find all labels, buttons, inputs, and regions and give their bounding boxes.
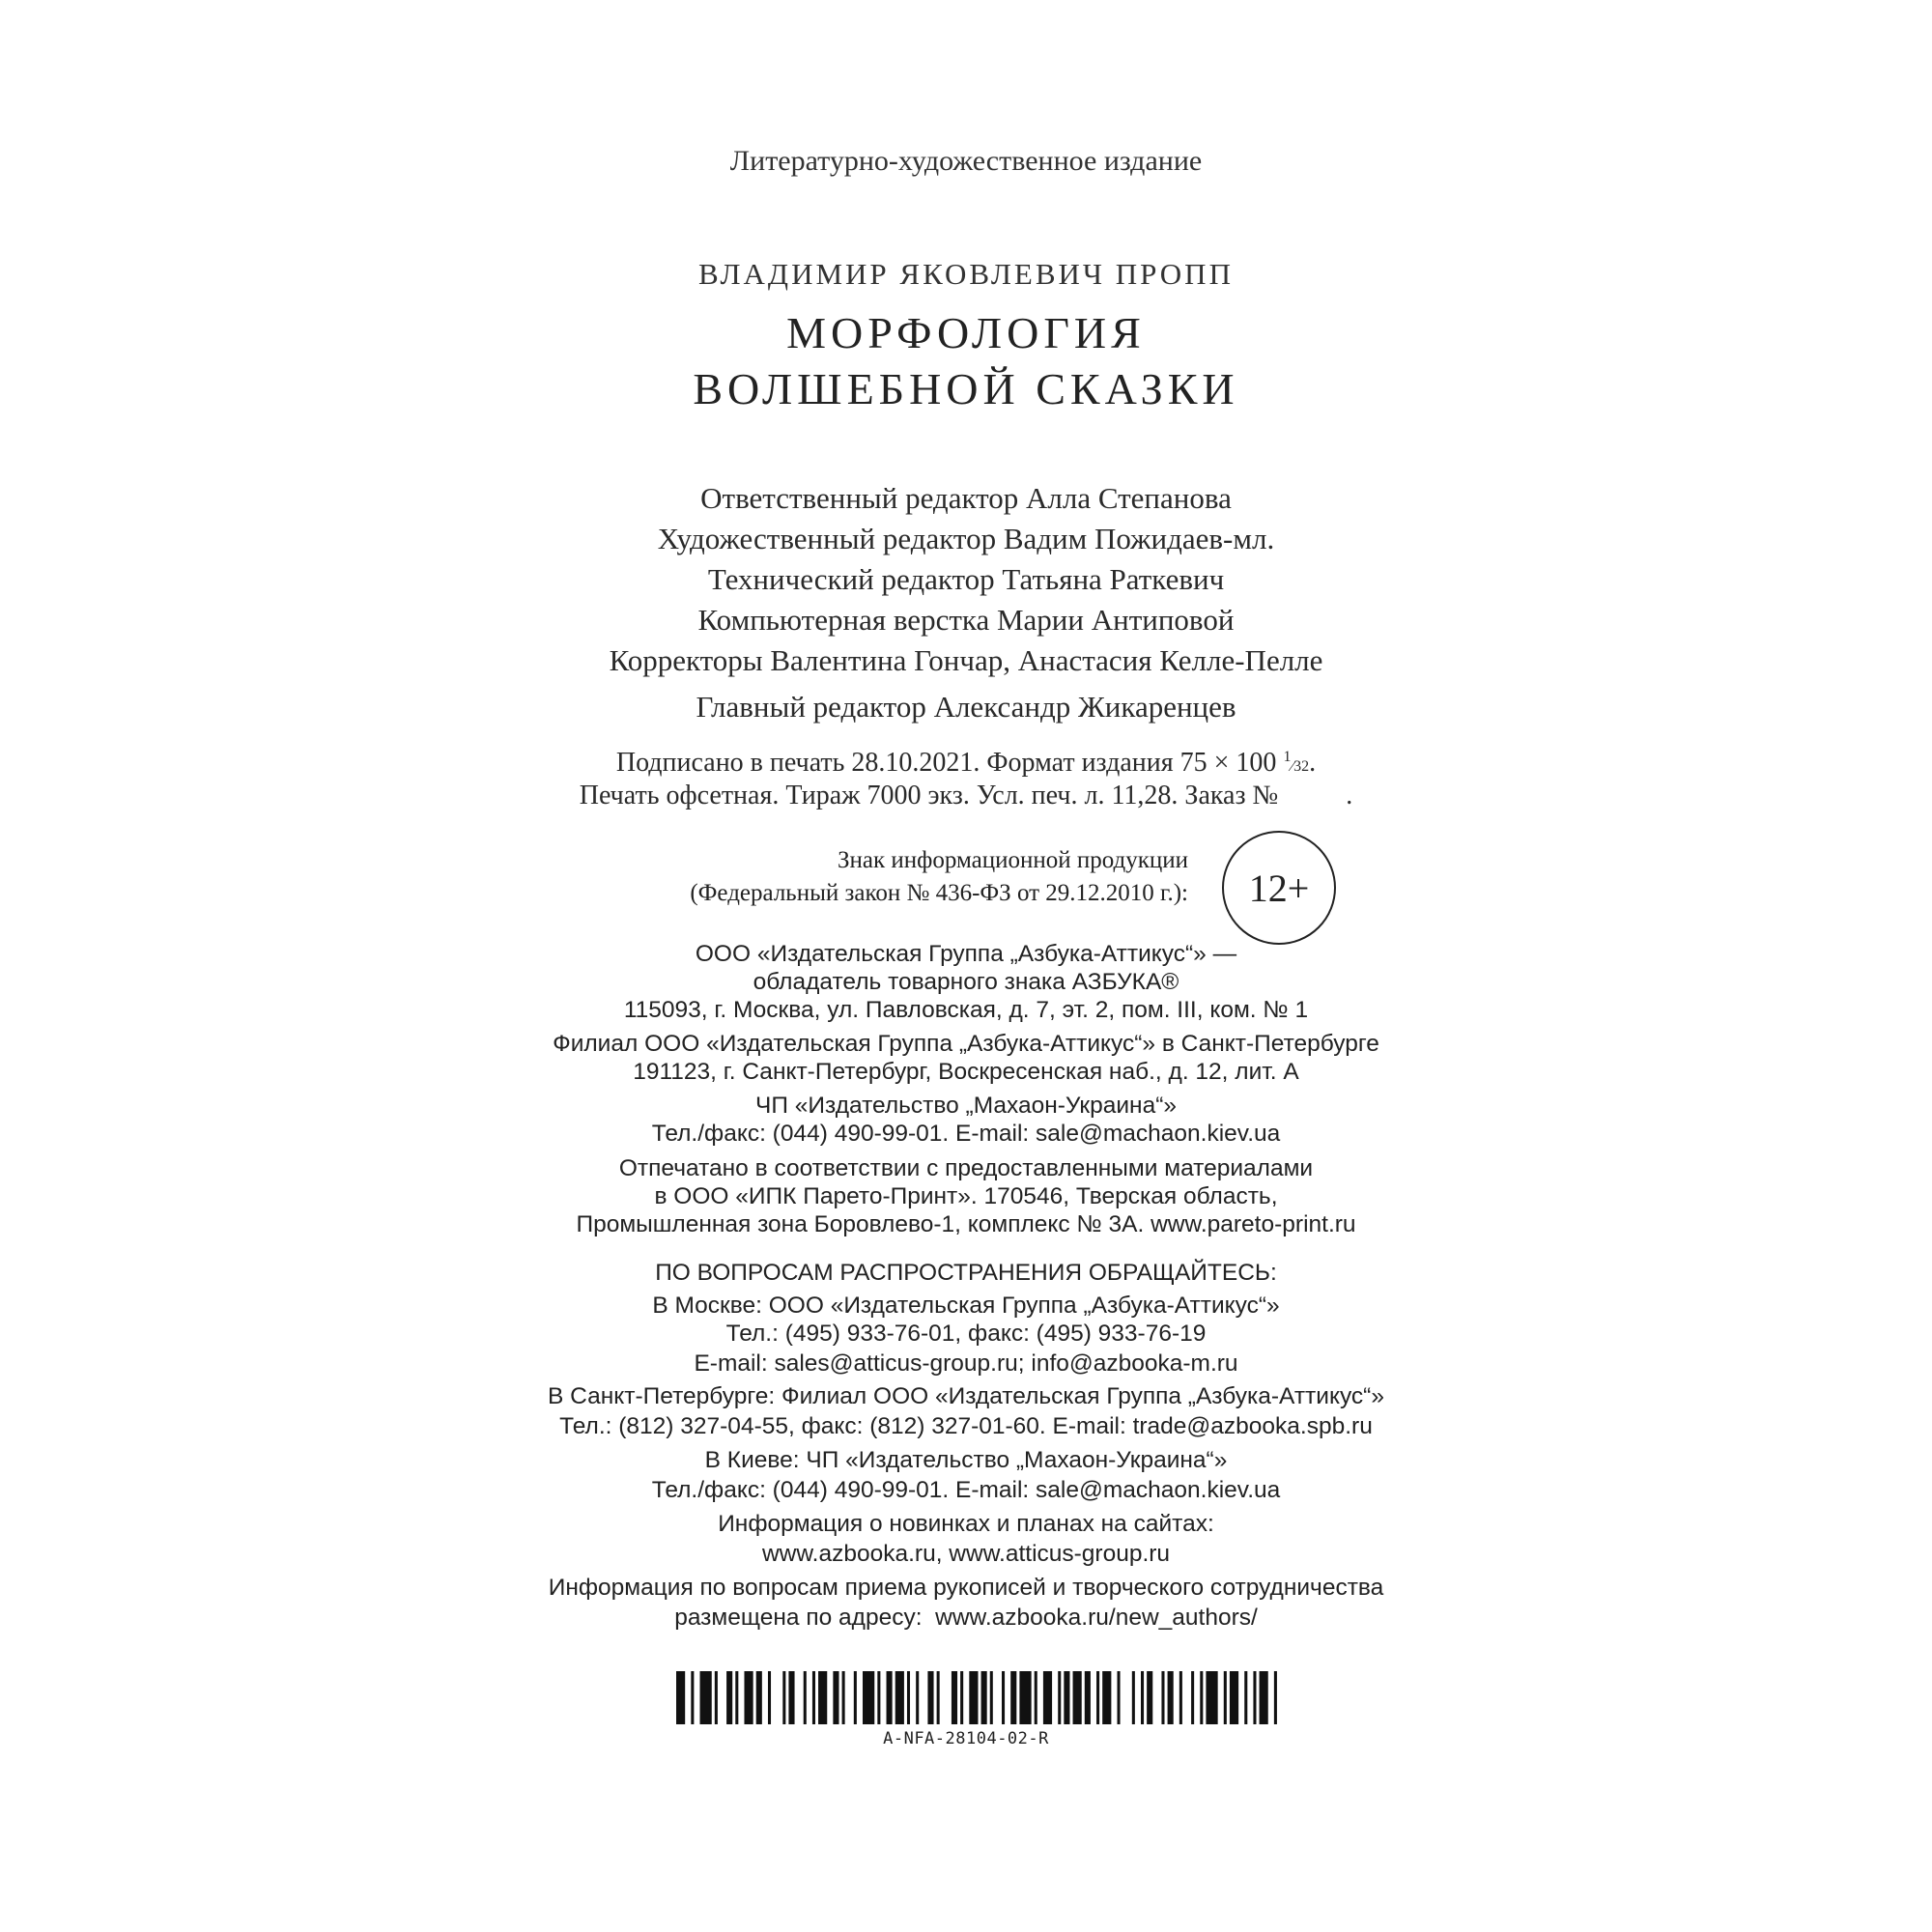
barcode-bar bbox=[1253, 1671, 1256, 1724]
barcode-bar bbox=[1191, 1671, 1194, 1724]
credit-proofreaders: Корректоры Валентина Гончар, Анастасия Келле-Пелле bbox=[609, 643, 1323, 677]
credit-technical-editor: Технический редактор Татьяна Раткевич bbox=[707, 562, 1225, 596]
author-name: ВЛАДИМИР ЯКОВЛЕВИЧ ПРОПП bbox=[698, 257, 1234, 291]
barcode-bar bbox=[877, 1671, 880, 1724]
publisher-line: Информация по вопросам приема рукописей и творческого сотрудничества bbox=[548, 1575, 1384, 1601]
publisher-line: E-mail: sales@atticus-group.ru; info@azbooka-m.ru bbox=[694, 1350, 1238, 1377]
barcode-bar bbox=[1230, 1671, 1238, 1724]
barcode-bar bbox=[744, 1671, 753, 1724]
barcode-bar bbox=[907, 1671, 910, 1724]
format-fraction-num: 1 bbox=[1283, 749, 1292, 765]
barcode-bar bbox=[1043, 1671, 1052, 1724]
barcode-bar bbox=[969, 1671, 978, 1724]
print-info-line1-suffix: . bbox=[1309, 748, 1317, 778]
edition-type: Литературно-художественное издание bbox=[729, 145, 1203, 177]
credit-responsible-editor: Ответственный редактор Алла Степанова bbox=[700, 481, 1232, 515]
barcode-bar bbox=[1260, 1671, 1268, 1724]
barcode-bar bbox=[818, 1671, 827, 1724]
publisher-line: в ООО «ИПК Парето-Принт». 170546, Тверская область, bbox=[654, 1183, 1278, 1209]
barcode-bar bbox=[960, 1671, 963, 1724]
credit-art-editor: Художественный редактор Вадим Пожидаев-мл. bbox=[657, 522, 1275, 555]
barcode-bar bbox=[1179, 1671, 1182, 1724]
credit-chief-editor: Главный редактор Александр Жикаренцев bbox=[696, 690, 1236, 724]
age-rating-label-line1-text: Знак информационной продукции bbox=[837, 847, 1188, 873]
barcode-bar bbox=[1161, 1671, 1164, 1724]
book-title-line1: МОРФОЛОГИЯ bbox=[786, 308, 1146, 357]
barcode-bar bbox=[1274, 1671, 1277, 1724]
age-rating-label-line2 bbox=[0, 880, 1188, 907]
barcode-bar bbox=[863, 1671, 874, 1724]
format-fraction-den: 32 bbox=[1293, 758, 1310, 775]
barcode-bar bbox=[1073, 1671, 1082, 1724]
barcode-bar bbox=[1035, 1671, 1037, 1724]
publisher-line: обладатель товарного знака АЗБУКА® bbox=[753, 969, 1179, 995]
barcode-bar bbox=[927, 1671, 933, 1724]
barcode-bar bbox=[691, 1671, 694, 1724]
barcode-bar bbox=[916, 1671, 919, 1724]
barcode-bar bbox=[804, 1671, 807, 1724]
barcode-bar bbox=[726, 1671, 732, 1724]
barcode-bar bbox=[1244, 1671, 1247, 1724]
publisher-line: Тел.: (495) 933-76-01, факс: (495) 933-76-19 bbox=[725, 1321, 1207, 1347]
barcode-bar bbox=[1096, 1671, 1099, 1724]
print-info-line2: Печать офсетная. Тираж 7000 экз. Усл. печ. л. 11,28. Заказ № . bbox=[579, 781, 1353, 810]
distribution-heading: ПО ВОПРОСАМ РАСПРОСТРАНЕНИЯ ОБРАЩАЙТЕСЬ: bbox=[655, 1260, 1277, 1286]
format-fraction-sep: ⁄ bbox=[1291, 758, 1294, 775]
barcode-bar bbox=[1002, 1671, 1005, 1724]
print-info-line1 bbox=[0, 750, 1932, 777]
barcode-bar bbox=[715, 1671, 718, 1724]
publisher-line: Филиал ООО «Издательская Группа „Азбука-Аттикус“» в Санкт-Петербурге bbox=[553, 1031, 1379, 1057]
barcode-bar bbox=[768, 1671, 771, 1724]
publisher-line: Промышленная зона Боровлево-1, комплекс № 3А. www.pareto-print.ru bbox=[576, 1211, 1356, 1237]
barcode-bar bbox=[1168, 1671, 1174, 1724]
publisher-line: 191123, г. Санкт-Петербург, Воскресенская наб., д. 12, лит. А bbox=[633, 1059, 1299, 1085]
publisher-line: Тел.: (812) 327-04-55, факс: (812) 327-01-60. E-mail: trade@azbooka.spb.ru bbox=[559, 1413, 1373, 1439]
barcode-bar bbox=[990, 1671, 993, 1724]
publisher-line: В Киеве: ЧП «Издательство „Махаон-Украина“» bbox=[704, 1447, 1228, 1473]
publisher-line: Отпечатано в соответствии с предоставленными материалами bbox=[618, 1155, 1314, 1181]
barcode-bar bbox=[1064, 1671, 1069, 1724]
barcode-bar bbox=[782, 1671, 785, 1724]
barcode-bar bbox=[676, 1671, 685, 1724]
barcode-bar bbox=[937, 1671, 940, 1724]
barcode-bar bbox=[1010, 1671, 1016, 1724]
barcode-bar bbox=[735, 1671, 738, 1724]
barcode-bar bbox=[1058, 1671, 1061, 1724]
barcode-bar bbox=[842, 1671, 845, 1724]
barcode-bar bbox=[1200, 1671, 1203, 1724]
barcode-bar bbox=[981, 1671, 987, 1724]
barcode-bar bbox=[812, 1671, 815, 1724]
barcode-bar bbox=[833, 1671, 838, 1724]
barcode-bar bbox=[854, 1671, 857, 1724]
publisher-line: ООО «Издательская Группа „Азбука-Аттикус“» — bbox=[695, 941, 1237, 967]
barcode-bar bbox=[1206, 1671, 1217, 1724]
publisher-line: ЧП «Издательство „Махаон-Украина“» bbox=[755, 1093, 1177, 1119]
barcode-bar bbox=[756, 1671, 762, 1724]
print-info-line1-text: Подписано в печать 28.10.2021. Формат издания 75 × 100 bbox=[615, 748, 1284, 778]
publisher-line: Тел./факс: (044) 490-99-01. E-mail: sale@machaon.kiev.ua bbox=[651, 1477, 1281, 1503]
age-rating-label-line1 bbox=[0, 847, 1188, 874]
publisher-line: В Санкт-Петербурге: Филиал ООО «Издательская Группа „Азбука-Аттикус“» bbox=[548, 1383, 1384, 1409]
publisher-line: размещена по адресу: www.azbooka.ru/new_authors/ bbox=[674, 1605, 1258, 1631]
age-rating-value: 12+ bbox=[1248, 866, 1310, 910]
publisher-line: 115093, г. Москва, ул. Павловская, д. 7, эт. 2, пом. III, ком. № 1 bbox=[623, 997, 1309, 1023]
age-rating-badge bbox=[1222, 831, 1336, 945]
barcode-bar bbox=[1085, 1671, 1091, 1724]
book-title-line2: ВОЛШЕБНОЙ СКАЗКИ bbox=[693, 364, 1239, 413]
barcode-bar bbox=[895, 1671, 904, 1724]
publisher-line: www.azbooka.ru, www.atticus-group.ru bbox=[761, 1541, 1171, 1567]
barcode-bar bbox=[1019, 1671, 1031, 1724]
barcode-bar bbox=[1118, 1671, 1121, 1724]
publisher-line: Тел./факс: (044) 490-99-01. E-mail: sale@machaon.kiev.ua bbox=[651, 1121, 1281, 1147]
publisher-line: Информация о новинках и планах на сайтах: bbox=[718, 1511, 1214, 1537]
barcode-bar bbox=[952, 1671, 957, 1724]
publisher-line: В Москве: ООО «Издательская Группа „Азбука-Аттикус“» bbox=[652, 1293, 1280, 1319]
barcode-bar bbox=[887, 1671, 893, 1724]
barcode-code: A-NFA-28104-02-R bbox=[883, 1729, 1049, 1748]
barcode-bar bbox=[700, 1671, 712, 1724]
age-rating-label-line2-text: (Федеральный закон № 436-ФЗ от 29.12.2010 г.): bbox=[690, 880, 1188, 906]
barcode-bar bbox=[1224, 1671, 1227, 1724]
barcode-bar bbox=[1132, 1671, 1135, 1724]
barcode-bar bbox=[1147, 1671, 1152, 1724]
barcode-bar bbox=[1141, 1671, 1144, 1724]
barcode-bar bbox=[788, 1671, 794, 1724]
credit-layout: Компьютерная верстка Марии Антиповой bbox=[697, 603, 1235, 637]
barcode-bar bbox=[1102, 1671, 1111, 1724]
barcode-icon bbox=[676, 1671, 1280, 1724]
